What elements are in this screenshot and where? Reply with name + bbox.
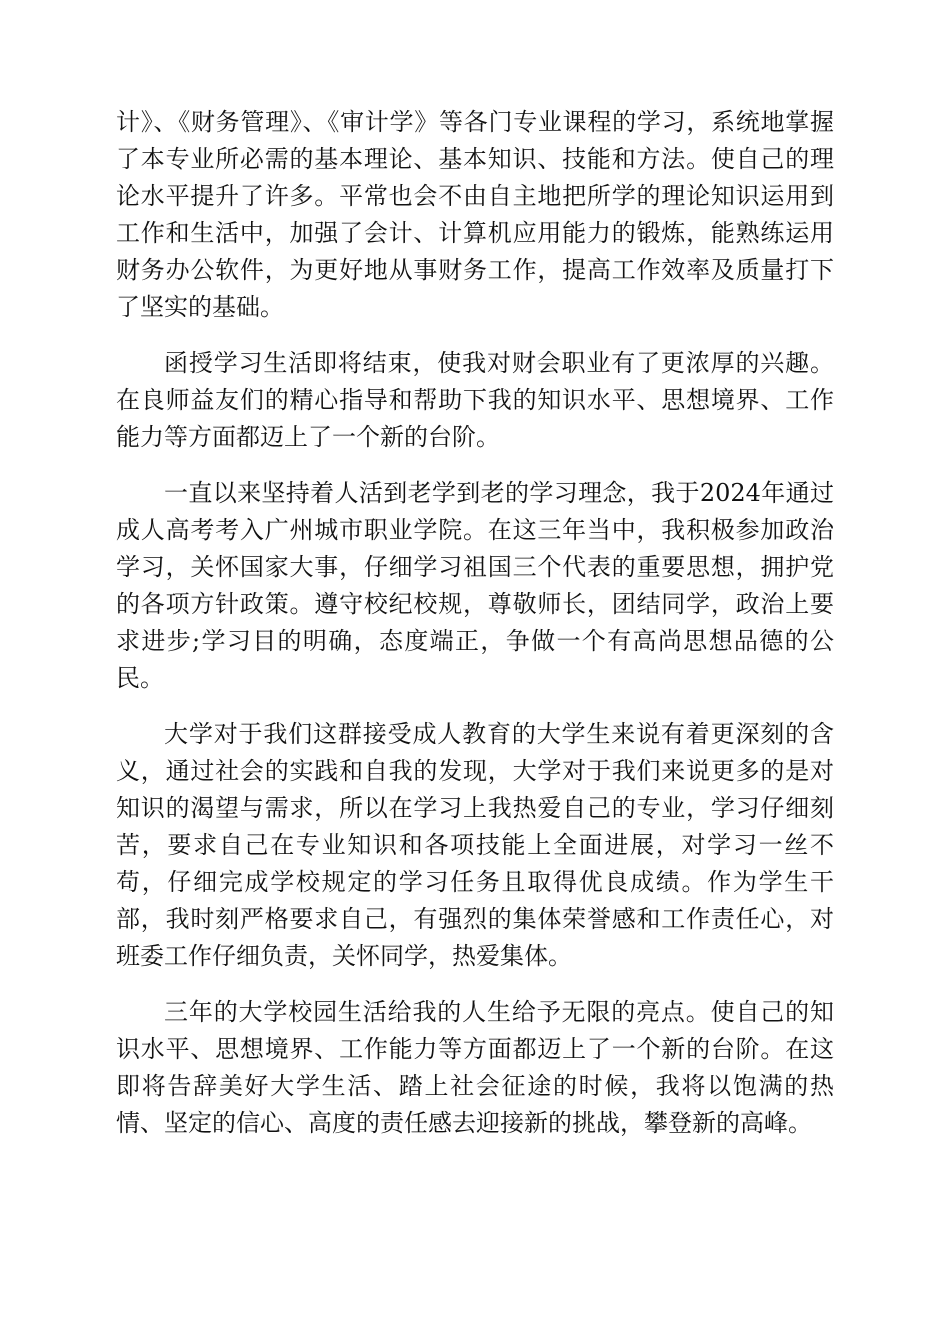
- paragraph-4: 大学对于我们这群接受成人教育的大学生来说有着更深刻的含义，通过社会的实践和自我的发现，大学对于我们来说更多的是对知识的渴望与需求，所以在学习上我热爱自己的专业，学习仔细刻苦，要求自己在专业知识和各项技能上全面进展，对学习一丝不苟，仔细完成学校规定的学习任务且取得优良成绩。作为学生干部，我时刻严格要求自己，有强烈的集体荣誉感和工作责任心，对班委工作仔细负责，关怀同学，热爱集体。: [116, 720, 834, 970]
- paragraph-3: 一直以来坚持着人活到老学到老的学习理念，我于2024年通过成人高考考入广州城市职业学院。在这三年当中，我积极参加政治学习，关怀国家大事，仔细学习祖国三个代表的重要思想，拥护党的各项方针政策。遵守校纪校规，尊敬师长，团结同学，政治上要求进步;学习目的明确，态度端正，争做一个有高尚思想品德的公民。: [116, 479, 834, 692]
- paragraph-2: 函授学习生活即将结束，使我对财会职业有了更浓厚的兴趣。在良师益友们的精心指导和帮助下我的知识水平、思想境界、工作能力等方面都迈上了一个新的台阶。: [116, 349, 834, 451]
- paragraph-5: 三年的大学校园生活给我的人生给予无限的亮点。使自己的知识水平、思想境界、工作能力等方面都迈上了一个新的台阶。在这即将告辞美好大学生活、踏上社会征途的时候，我将以饱满的热情、坚定的信心、高度的责任感去迎接新的挑战，攀登新的高峰。: [116, 998, 834, 1137]
- paragraph-1: 计》、《财务管理》、《审计学》等各门专业课程的学习，系统地掌握了本专业所必需的基本理论、基本知识、技能和方法。使自己的理论水平提升了许多。平常也会不由自主地把所学的理论知识运用到工作和生活中，加强了会计、计算机应用能力的锻炼，能熟练运用财务办公软件，为更好地从事财务工作，提高工作效率及质量打下了坚实的基础。: [116, 108, 834, 321]
- document-body: [116, 104, 834, 1142]
